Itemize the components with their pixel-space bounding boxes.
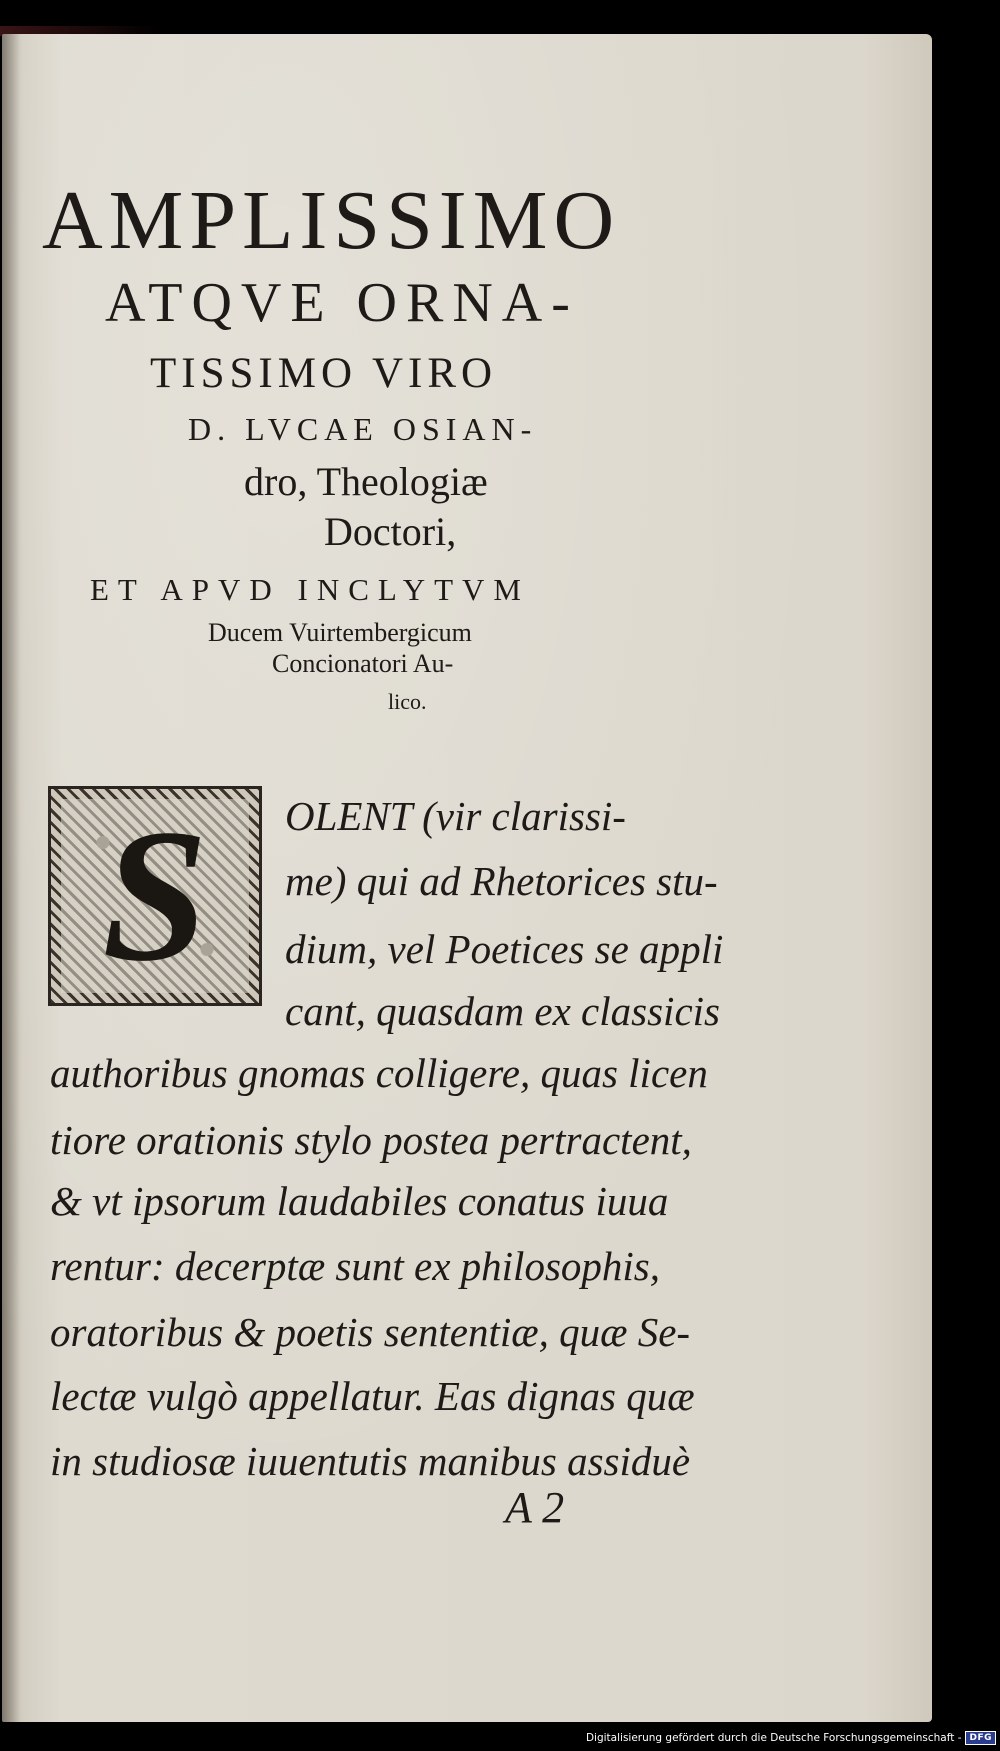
- signature-mark: A 2: [505, 1483, 565, 1532]
- body-line-6: tiore orationis stylo postea pertractent,: [50, 1117, 692, 1163]
- funding-text: Digitalisierung gefördert durch die Deutsche Forschungsgemeinschaft -: [585, 1732, 962, 1744]
- footer-credit: [586, 1729, 996, 1747]
- title-line-9: Concionatori Au-: [272, 649, 454, 678]
- body-line-8: rentur: decerptæ sunt ex philosophis,: [50, 1243, 660, 1289]
- body-line-2: me) qui ad Rhetorices stu-: [285, 858, 718, 904]
- initial-letter: S: [102, 791, 208, 1001]
- title-line-10: lico.: [388, 689, 427, 714]
- gutter-shadow: [2, 34, 20, 1722]
- title-line-7: ET APVD INCLYTVM: [90, 572, 530, 607]
- dfg-logo[interactable]: DFG: [965, 1731, 996, 1745]
- body-line-4: cant, quasdam ex classicis: [285, 988, 720, 1034]
- body-line-3: dium, vel Poetices se appli: [285, 926, 724, 972]
- title-line-2: ATQVE ORNA-: [105, 272, 579, 334]
- body-line-5: authoribus gnomas colligere, quas licen: [50, 1050, 708, 1096]
- title-line-3: TISSIMO VIRO: [150, 350, 498, 397]
- body-line-1: OLENT (vir clarissi-: [285, 793, 626, 839]
- title-line-8: Ducem Vuirtembergicum: [208, 618, 472, 647]
- decorated-initial: [48, 786, 262, 1006]
- title-line-4: D. LVCAE OSIAN-: [188, 411, 538, 447]
- scanned-page: [2, 34, 932, 1722]
- body-line-10: lectæ vulgò appellatur. Eas dignas quæ: [50, 1373, 695, 1419]
- body-line-7: & vt ipsorum laudabiles conatus iuua: [50, 1178, 669, 1224]
- title-line-6: Doctori,: [324, 509, 457, 554]
- body-line-11: in studiosæ iuuentutis manibus assiduè: [50, 1438, 691, 1484]
- title-line-1: AMPLISSIMO: [42, 174, 621, 267]
- title-line-5: dro, Theologiæ: [244, 459, 488, 504]
- initial-panel: [61, 791, 249, 1001]
- body-line-9: oratoribus & poetis sententiæ, quæ Se-: [50, 1309, 691, 1355]
